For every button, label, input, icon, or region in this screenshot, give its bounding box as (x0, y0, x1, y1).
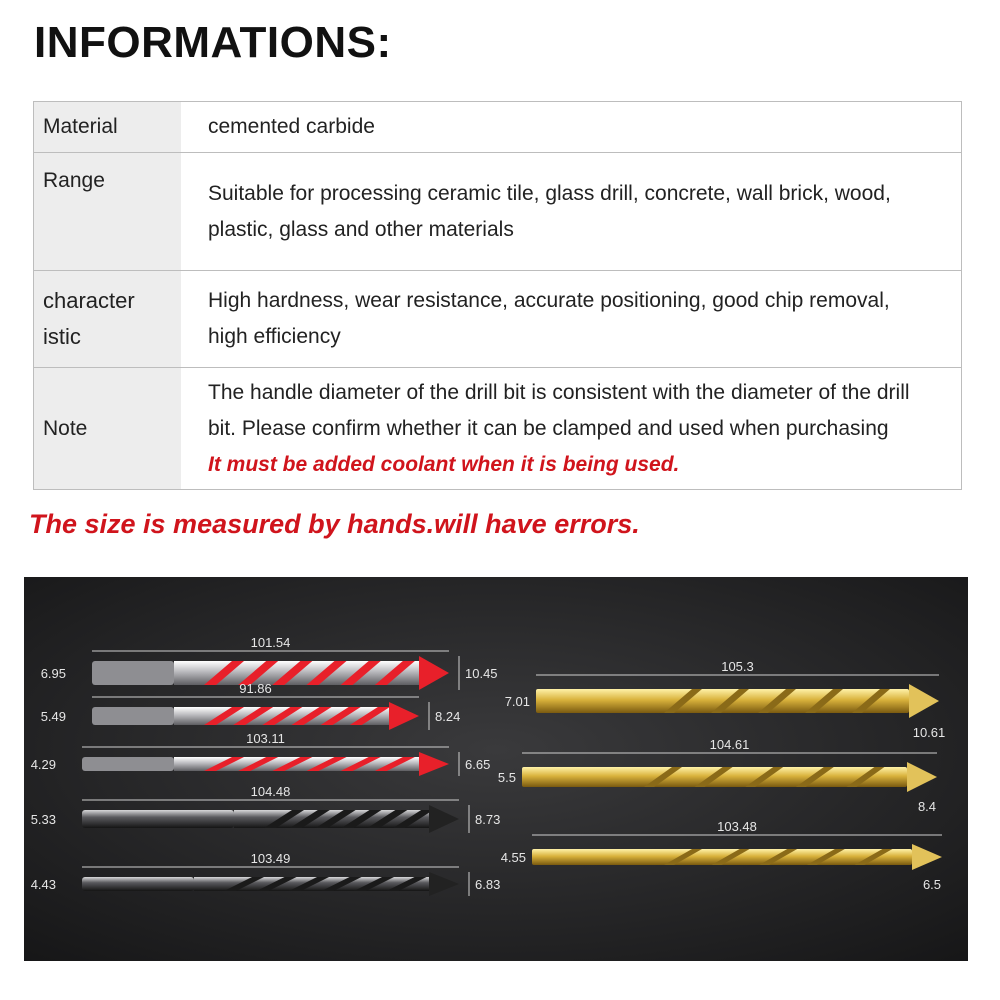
material-label: Material (34, 102, 182, 153)
characteristic-value-line-1: High hardness, wear resistance, accurate positioning, good chip removal, (208, 289, 890, 312)
drill-shank (82, 810, 234, 828)
table-row-note (34, 368, 962, 490)
drill-length-label: 103.49 (250, 851, 291, 866)
drill-shank (92, 661, 174, 685)
characteristic-value-line-2: high efficiency (208, 325, 341, 348)
drill-length-label: 103.11 (246, 731, 285, 746)
drill-length-label: 104.48 (250, 784, 291, 799)
info-table (33, 101, 962, 490)
characteristic-label-line-2: istic (43, 324, 81, 349)
coolant-warning: It must be added coolant when it is being used. (208, 452, 680, 476)
drill-shank-diameter-label: 5.5 (497, 770, 516, 785)
page-heading: INFORMATIONS: (34, 18, 392, 67)
note-value-line-1: The handle diameter of the drill bit is consistent with the diameter of the drill (208, 380, 910, 404)
drill-shank-diameter-label: 4.43 (30, 877, 56, 892)
table-row-characteristic (34, 271, 962, 368)
drill-length-label: 103.48 (717, 819, 757, 834)
range-value-line-1: Suitable for processing ceramic tile, glass drill, concrete, wall brick, wood, (208, 181, 891, 205)
note-value-line-2: bit. Please confirm whether it can be clamped and used when purchasing (208, 416, 889, 440)
characteristic-value (181, 271, 962, 368)
range-label: Range (34, 153, 182, 271)
material-value: cemented carbide (181, 102, 962, 153)
drill-tip-diameter-label: 6.65 (465, 757, 491, 772)
size-disclaimer: The size is measured by hands.will have errors. (29, 509, 640, 539)
drill-tip-diameter-label: 6.5 (922, 877, 942, 892)
drill-length-label: 91.86 (239, 681, 272, 696)
range-value-line-2: plastic, glass and other materials (208, 217, 514, 241)
table-row-material (34, 102, 962, 153)
drill-length-label: 104.61 (709, 737, 750, 752)
range-value (181, 153, 962, 271)
note-label: Note (34, 368, 182, 490)
drill-shank-diameter-label: 7.01 (504, 694, 530, 709)
drill-shank-diameter-label: 5.49 (40, 709, 66, 724)
drill-tip-diameter-label: 6.83 (475, 877, 501, 892)
drill-length-label: 105.3 (721, 659, 754, 674)
drill-tip-diameter-label: 8.73 (475, 812, 501, 827)
drill-shank-diameter-label: 4.55 (500, 850, 526, 865)
drill-tip-diameter-label: 8.4 (917, 799, 937, 814)
drill-length-label: 101.54 (250, 635, 291, 650)
drill-bits-photo (24, 577, 968, 961)
drill-shank-diameter-label: 5.33 (30, 812, 56, 827)
drill-shank-diameter-label: 6.95 (40, 666, 66, 681)
drill-tip-diameter-label: 8.24 (435, 709, 461, 724)
characteristic-label (34, 271, 182, 368)
drill-shank (82, 757, 174, 771)
characteristic-label-line-1: character (43, 288, 135, 313)
table-row-range (34, 153, 962, 271)
note-value (181, 368, 962, 490)
drill-shank (92, 707, 174, 725)
drill-shank (82, 877, 194, 891)
drill-shank-diameter-label: 4.29 (30, 757, 56, 772)
drill-tip-diameter-label: 10.61 (912, 725, 946, 740)
drill-tip-diameter-label: 10.45 (465, 666, 498, 681)
